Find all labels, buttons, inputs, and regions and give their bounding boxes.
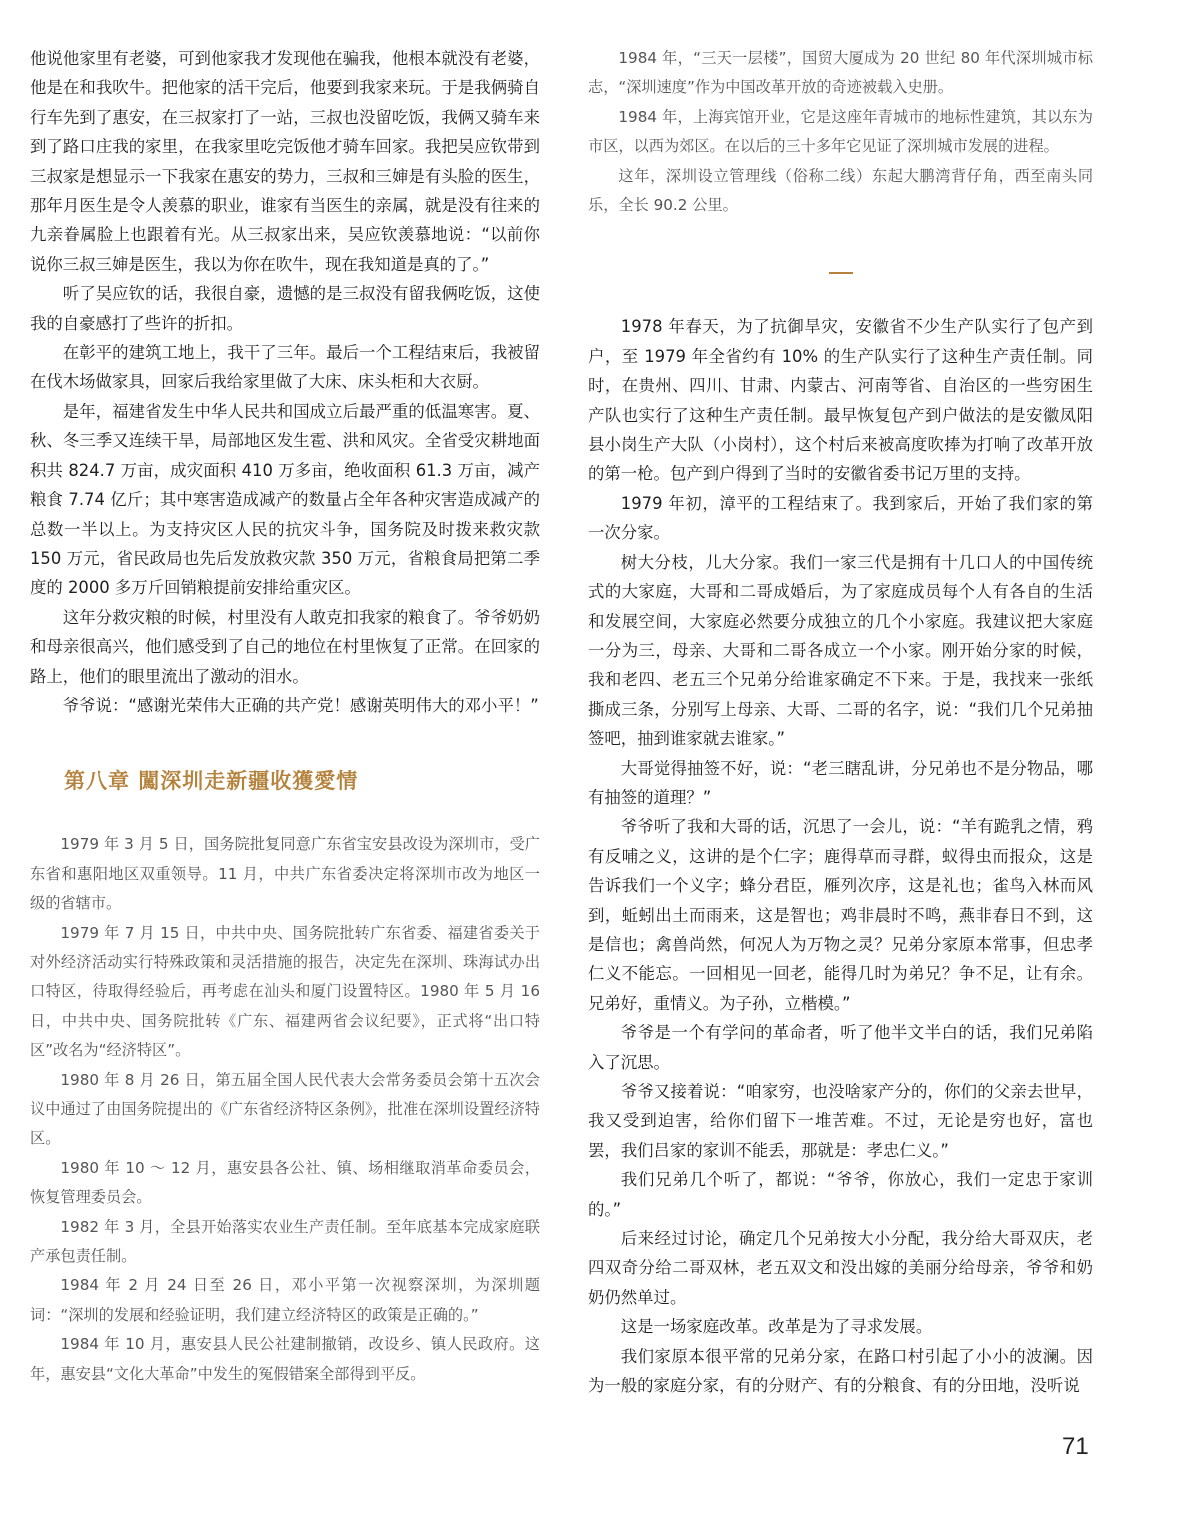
left-column xyxy=(30,44,540,1389)
body-paragraph: 树大分枝，儿大分家。我们一家三代是拥有十几口人的中国传统式的大家庭，大哥和二哥成婚后，为了家庭成员每个人有各自的生活和发展空间，大家庭必然要分成独立的几个小家庭。我建议把大家庭一分为三，母亲、大哥和二哥各成立一个小家。刚开始分家的时候，我和老四、老五三个兄弟分给谁家确定不下来。于是，我找来一张纸撕成三条，分别写上母亲、大哥、二哥的名字，说：“我们几个兄弟抽签吧，抽到谁家就去谁家。” xyxy=(588,552,1093,749)
body-paragraph: 我们兄弟几个听了，都说：“爷爷，你放心，我们一定忠于家训的。” xyxy=(588,1170,1093,1219)
body-paragraph: 这是一场家庭改革。改革是为了寻求发展。 xyxy=(620,1317,933,1337)
history-note: 1979 年 7 月 15 日，中共中央、国务院批转广东省委、福建省委关于对外经济活动实行特殊政策和灵活措施的报告，决定先在深圳、珠海试办出口特区，待取得经验后，再考虑在汕头和厦门设置特区。1980 年 5 月 16 日，中共中央、国务院批转《广东、福建两省会议纪要》，正式将“出口特区”改名为“经济特区”。 xyxy=(30,923,540,1060)
body-paragraph: 大哥觉得抽签不好，说：“老三瞎乱讲，分兄弟也不是分物品，哪有抽签的道理？” xyxy=(588,758,1093,807)
history-note: 1984 年 2 月 24 日至 26 日，邓小平第一次视察深圳，为深圳题词：“深圳的发展和经验证明，我们建立经济特区的政策是正确的。” xyxy=(30,1276,540,1324)
right-column xyxy=(588,44,1093,1400)
body-paragraph: 听了吴应钦的话，我很自豪，遗憾的是三叔没有留我俩吃饭，这使我的自豪感打了些许的折扣。 xyxy=(30,284,540,333)
body-paragraph: 在彰平的建筑工地上，我干了三年。最后一个工程结束后，我被留在伐木场做家具，回家后我给家里做了大床、床头柜和大衣厨。 xyxy=(30,343,540,392)
chapter-title: 第八章 闖深圳走新疆收獲愛情 xyxy=(64,769,359,794)
body-paragraph: 1978 年春天，为了抗御旱灾，安徽省不少生产队实行了包产到户，至 1979 年全省约有 10% 的生产队实行了这种生产责任制。同时，在贵州、四川、甘肃、内蒙古、河南等省、自治区的一些穷困生产队也实行了这种生产责任制。最早恢复包产到户做法的是安徽凤阳县小岗生产大队（小岗村），这个村后来被高度吹捧为打响了改革开放的第一枪。包产到户得到了当时的安徽省委书记万里的支持。 xyxy=(588,317,1093,484)
history-note: 1984 年，上海宾馆开业，它是这座年青城市的地标性建筑，其以东为市区，以西为郊区。在以后的三十多年它见证了深圳城市发展的进程。 xyxy=(588,107,1093,156)
section-divider xyxy=(829,272,853,274)
body-paragraph: 我们家原本很平常的兄弟分家，在路口村引起了小小的波澜。因为一般的家庭分家，有的分财产、有的分粮食、有的分田地，没听说 xyxy=(588,1346,1093,1396)
history-note: 1980 年 8 月 26 日，第五届全国人民代表大会常务委员会第十五次会议中通过了由国务院提出的《广东省经济特区条例》，批准在深圳设置经济特区。 xyxy=(30,1070,540,1148)
history-note: 1982 年 3 月，全县开始落实农业生产责任制。至年底基本完成家庭联产承包责任制。 xyxy=(30,1217,540,1266)
history-note: 这年，深圳设立管理线（俗称二线）东起大鹏湾背仔角，西至南头同乐，全长 90.2 公里。 xyxy=(588,166,1093,215)
body-paragraph: 爷爷说：“感谢光荣伟大正确的共产党！感谢英明伟大的邓小平！” xyxy=(62,695,539,715)
page-number: 71 xyxy=(1062,1433,1089,1460)
body-paragraph: 爷爷是一个有学问的革命者，听了他半文半白的话，我们兄弟陷入了沉思。 xyxy=(588,1023,1093,1072)
body-paragraph: 后来经过讨论，确定几个兄弟按大小分配，我分给大哥双庆，老四双奇分给二哥双林，老五双文和没出嫁的美丽分给母亲，爷爷和奶奶仍然单过。 xyxy=(588,1229,1093,1307)
history-note: 1980 年 10 ～ 12 月，惠安县各公社、镇、场相继取消革命委员会，恢复管理委员会。 xyxy=(30,1158,540,1207)
history-note: 1979 年 3 月 5 日，国务院批复同意广东省宝安县改设为深圳市，受广东省和惠阳地区双重领导。11 月，中共广东省委决定将深圳市改为地区一级的省辖市。 xyxy=(30,835,540,913)
body-paragraph: 是年，福建省发生中华人民共和国成立后最严重的低温寒害。夏、秋、冬三季又连续干旱，局部地区发生雹、洪和风灾。全省受灾耕地面积共 824.7 万亩，成灾面积 410 万多亩，绝收面积 61.3 万亩，减产粮食 7.74 亿斤；其中寒害造成减产的数量占全年各种灾害造成减产的总数一半以上。为支持灾区人民的抗灾斗争，国务院及时拨来救灾款 150 万元，省民政局也先后发放救灾款 350 万元，省粮食局把第二季度的 2000 多万斤回销粮提前安排给重灾区。 xyxy=(30,401,540,598)
body-paragraph: 他说他家里有老婆，可到他家我才发现他在骗我，他根本就没有老婆，他是在和我吹牛。把他家的活干完后，他要到我家来玩。于是我俩骑自行车先到了惠安，在三叔家打了一站，三叔也没留吃饭，我俩又骑车来到了路口庄我的家里，在我家里吃完饭他才骑车回家。我把吴应钦带到三叔家是想显示一下我家在惠安的势力，三叔和三婶是有头脸的医生，那年月医生是令人羡慕的职业，谁家有当医生的亲属，就是没有往来的九亲眷属脸上也跟着有光。从三叔家出来，吴应钦羡慕地说：“以前你说你三叔三婶是医生，我以为你在吹牛，现在我知道是真的了。” xyxy=(30,49,540,274)
history-note: 1984 年 10 月，惠安县人民公社建制撤销，改设乡、镇人民政府。这年，惠安县“文化大革命”中发生的冤假错案全部得到平反。 xyxy=(30,1335,540,1383)
body-paragraph: 爷爷又接着说：“咱家穷，也没啥家产分的，你们的父亲去世早，我又受到迫害，给你们留下一堆苦难。不过，无论是穷也好，富也罢，我们吕家的家训不能丢，那就是：孝忠仁义。” xyxy=(588,1082,1093,1160)
history-note: 1984 年，“三天一层楼”，国贸大厦成为 20 世纪 80 年代深圳城市标志，“深圳速度”作为中国改革开放的奇迹被载入史册。 xyxy=(588,49,1093,97)
body-paragraph: 爷爷听了我和大哥的话，沉思了一会儿，说：“羊有跪乳之情，鸦有反哺之义，这讲的是个仁字；鹿得草而寻群，蚁得虫而报众，这是告诉我们一个义字；蜂分君臣，雁列次序，这是礼也；雀鸟入林而风到，蚯蚓出土而雨来，这是智也；鸡非晨时不鸣，燕非春日不到，这是信也；禽兽尚然，何况人为万物之灵？兄弟分家原本常事，但忠孝仁义不能忘。一回相见一回老，能得几时为弟兄？争不足，让有余。兄弟好，重情义。为子孙，立楷模。” xyxy=(588,817,1093,1013)
body-paragraph: 这年分救灾粮的时候，村里没有人敢克扣我家的粮食了。爷爷奶奶和母亲很高兴，他们感受到了自己的地位在村里恢复了正常。在回家的路上，他们的眼里流出了激动的泪水。 xyxy=(30,607,540,686)
body-paragraph: 1979 年初，漳平的工程结束了。我到家后，开始了我们家的第一次分家。 xyxy=(588,493,1093,543)
